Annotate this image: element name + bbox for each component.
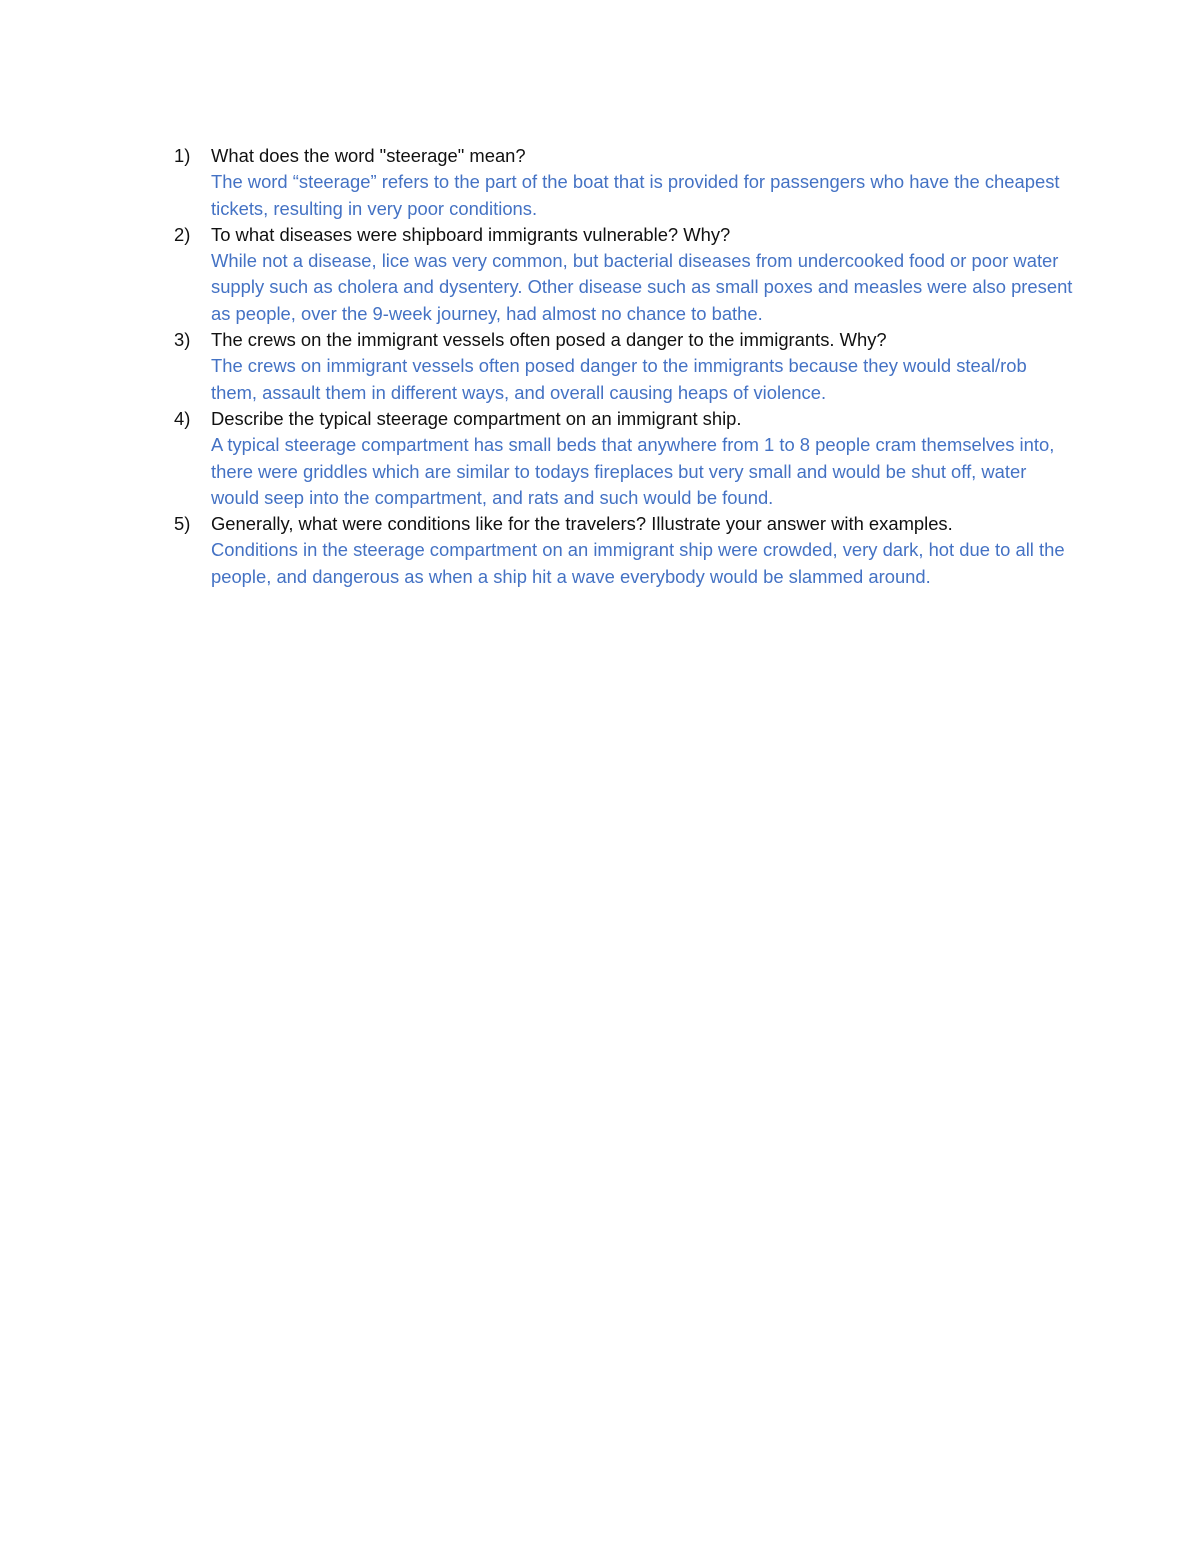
qa-item-1 xyxy=(174,143,1074,222)
answer-text: The crews on immigrant vessels often posed danger to the immigrants because they would steal/rob them, assault them in different ways, and overall causing heaps of violence. xyxy=(211,355,1027,403)
question-text: Generally, what were conditions like for the travelers? Illustrate your answer with examples. xyxy=(211,513,953,535)
question-number: 5) xyxy=(174,513,191,535)
qa-item-2 xyxy=(174,222,1074,327)
question-number: 2) xyxy=(174,223,191,245)
question-text: Describe the typical steerage compartment on an immigrant ship. xyxy=(211,407,742,429)
question-answer-list xyxy=(174,143,1074,590)
answer-text: While not a disease, lice was very common, but bacterial diseases from undercooked food or poor water supply such as cholera and dysentery. Other disease such as small poxes and measles were also present as people, over the 9-week journey, had almost no chance to bathe. xyxy=(211,250,1073,324)
question-text: What does the word "steerage" mean? xyxy=(211,145,526,166)
qa-item-4 xyxy=(174,406,1074,511)
qa-item-5 xyxy=(174,511,1074,590)
question-text: The crews on the immigrant vessels often posed a danger to the immigrants. Why? xyxy=(211,329,887,351)
answer-text: A typical steerage compartment has small beds that anywhere from 1 to 8 people cram themselves into, there were griddles which are similar to todays fireplaces but very small and would be shut off, water would seep into the compartment, and rats and such would be found. xyxy=(211,434,1055,508)
question-text: To what diseases were shipboard immigrants vulnerable? Why? xyxy=(211,223,731,245)
question-number: 1) xyxy=(174,145,191,166)
answer-text: The word “steerage” refers to the part of the boat that is provided for passengers who have the cheapest tickets, resulting in very poor conditions. xyxy=(211,171,1060,219)
question-number: 3) xyxy=(174,329,191,351)
answer-text: Conditions in the steerage compartment on an immigrant ship were crowded, very dark, hot due to all the people, and dangerous as when a ship hit a wave everybody would be slammed around. xyxy=(211,539,1065,587)
qa-item-3 xyxy=(174,327,1074,406)
question-number: 4) xyxy=(174,407,191,429)
